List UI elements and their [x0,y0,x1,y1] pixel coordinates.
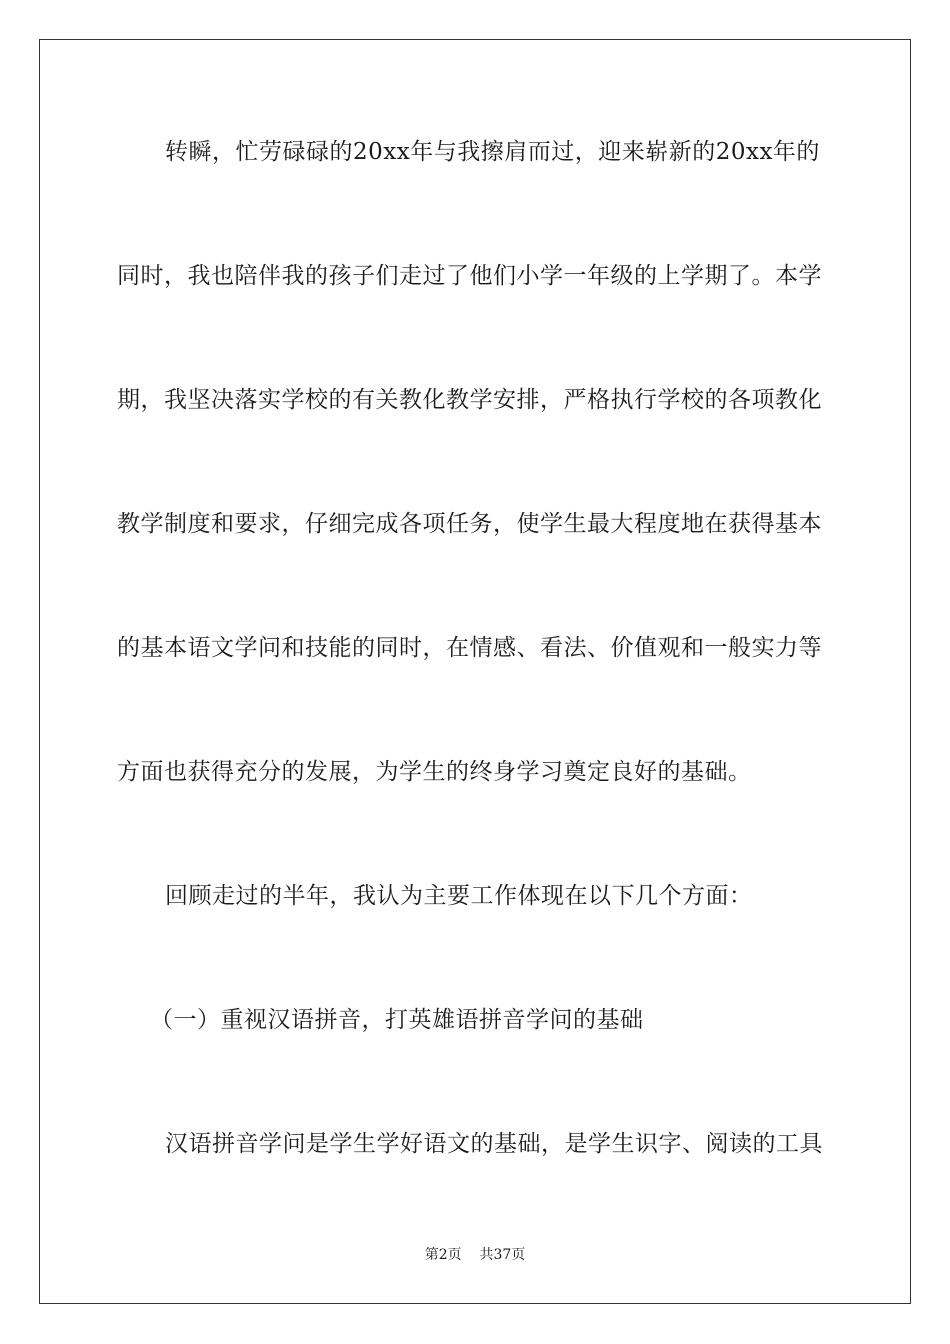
paragraph-line-3: 期，我坚决落实学校的有关教化教学安排，严格执行学校的各项教化 [117,387,822,413]
page-number-footer: 第2页 共37页 [424,1247,526,1263]
section-heading: （一）重视汉语拼音，打英雄语拼音学问的基础 [150,1007,644,1033]
paragraph-line-2: 同时，我也陪伴我的孩子们走过了他们小学一年级的上学期了。本学 [117,263,822,289]
paragraph-line-1: 转瞬，忙劳碌碌的20xx年与我擦肩而过，迎来崭新的20xx年的 [165,139,820,165]
paragraph-line-7: 回顾走过的半年，我认为主要工作体现在以下几个方面： [165,883,753,909]
paragraph-line-6: 方面也获得充分的发展，为学生的终身学习奠定良好的基础。 [117,759,752,785]
paragraph-line-4: 教学制度和要求，仔细完成各项任务，使学生最大程度地在获得基本 [117,511,822,537]
paragraph-line-8: 汉语拼音学问是学生学好语文的基础，是学生识字、阅读的工具 [165,1131,823,1157]
page-border [39,39,911,1304]
paragraph-line-5: 的基本语文学问和技能的同时，在情感、看法、价值观和一般实力等 [117,635,822,661]
